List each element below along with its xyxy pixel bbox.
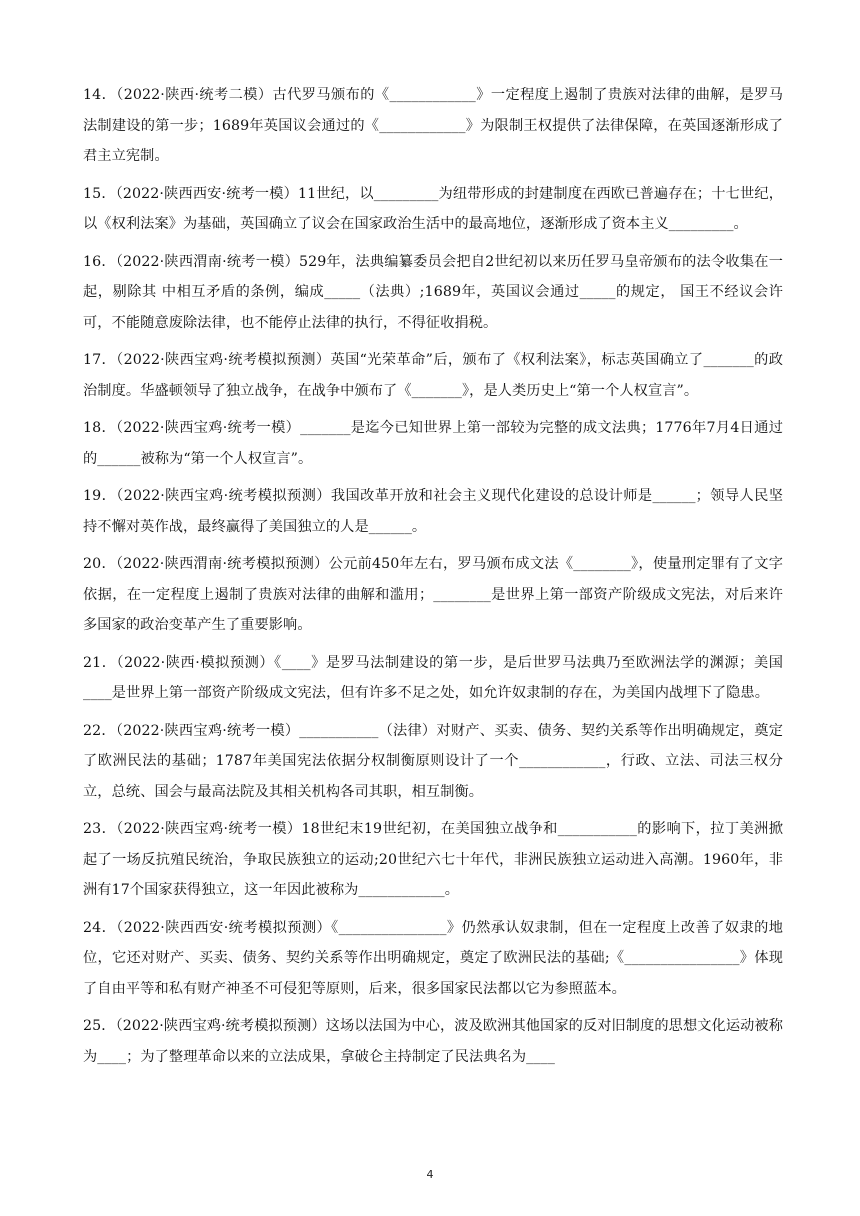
question-17: 17．（2022·陕西宝鸡·统考模拟预测）英国“光荣革命”后，颁布了《权利法案》，标志英国确立了_______的政治制度。华盛顿领导了独立战争，在战争中颁布了《_______》，是人类历史上“第一个人权宣言”。 [83, 352, 783, 399]
question-19: 19．（2022·陕西宝鸡·统考模拟预测）我国改革开放和社会主义现代化建设的总设计师是______；领导人民坚持不懈对英作战，最终赢得了美国独立的人是______。 [83, 488, 783, 535]
question-23: 23．（2022·陕西宝鸡·统考一模）18世纪末19世纪初，在美国独立战争和___________的影响下，拉丁美洲掀起了一场反抗殖民统治，争取民族独立的运动;20世纪六七十年代，非洲民族独立运动进入高潮。1960年，非洲有17个国家获得独立，这一年因此被称为____________。 [83, 821, 783, 898]
question-15: 15．（2022·陕西西安·统考一模）11世纪，以_________为纽带形成的封建制度在西欧已普遍存在；十七世纪，以《权利法案》为基础，英国确立了议会在国家政治生活中的最高地位，逐渐形成了资本主义_________。 [83, 185, 783, 232]
question-14: 14．（2022·陕西·统考二模）古代罗马颁布的《____________》一定程度上遏制了贵族对法律的曲解，是罗马法制建设的第一步；1689年英国议会通过的《____________》为限制王权提供了法律保障，在英国逐渐形成了君主立宪制。 [83, 87, 783, 164]
question-18: 18．（2022·陕西宝鸡·统考一模）_______是迄今已知世界上第一部较为完整的成文法典；1776年7月4日通过的______被称为“第一个人权宣言”。 [83, 420, 783, 467]
question-21: 21．（2022·陕西·模拟预测）《____》是罗马法制建设的第一步，是后世罗马法典乃至欧洲法学的渊源；美国____是世界上第一部资产阶级成文宪法，但有许多不足之处，如允许奴隶制的存在，为美国内战埋下了隐患。 [83, 654, 783, 701]
page-number: 4 [426, 1168, 434, 1181]
question-list [83, 80, 783, 1079]
question-25: 25．（2022·陕西宝鸡·统考模拟预测）这场以法国为中心，波及欧洲其他国家的反对旧制度的思想文化运动被称为____；为了整理革命以来的立法成果，拿破仑主持制定了民法典名为____ [83, 1018, 783, 1065]
question-24: 24．（2022·陕西西安·统考模拟预测）《_______________》仍然承认奴隶制，但在一定程度上改善了奴隶的地位，它还对财产、买卖、债务、契约关系等作出明确规定，奠定了欧洲民法的基础;《________________》体现了自由平等和私有财产神圣不可侵犯等原则，后来，很多国家民法都以它为参照蓝本。 [83, 919, 783, 997]
question-20: 20．（2022·陕西渭南·统考模拟预测）公元前450年左右，罗马颁布成文法《________》，使量刑定罪有了文字依据，在一定程度上遏制了贵族对法律的曲解和滥用；________是世界上第一部资产阶级成文宪法，对后来许多国家的政治变革产生了重要影响。 [83, 556, 783, 633]
question-22: 22．（2022·陕西宝鸡·统考一模）___________（法律）对财产、买卖、债务、契约关系等作出明确规定，奠定了欧洲民法的基础；1787年美国宪法依据分权制衡原则设计了一个____________，行政、立法、司法三权分立，总统、国会与最高法院及其相关机构各司其职，相互制衡。 [83, 722, 783, 800]
question-16: 16．（2022·陕西渭南·统考一模）529年，法典编纂委员会把自2世纪初以来历任罗马皇帝颁布的法令收集在一起，剔除其 中相互矛盾的条例，编成_____（法典）;1689年，英国议会通过_____的规定， 国王不经议会许可，不能随意废除法律，也不能停止法律的执行，不得征收捐税。 [83, 253, 783, 331]
